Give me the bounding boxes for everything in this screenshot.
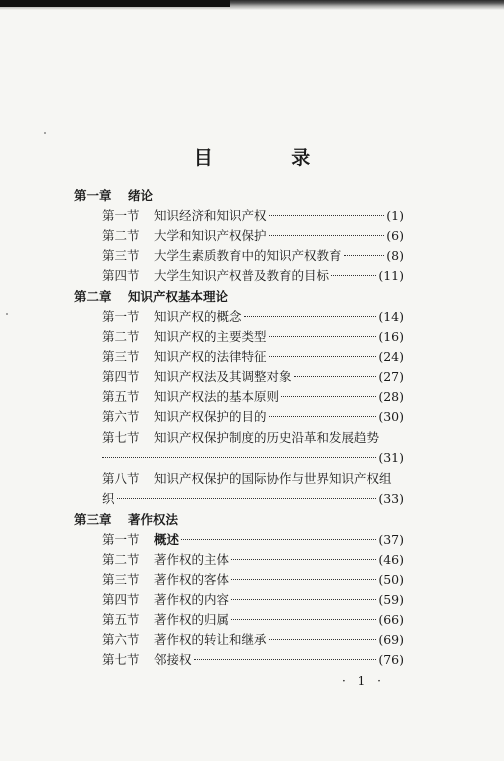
page-reference: (50)	[378, 572, 404, 587]
section-title-continued: 织	[102, 491, 115, 506]
section-title: 著作权的转让和继承	[154, 632, 267, 647]
toc-entry-continuation	[102, 448, 404, 468]
chapter-2-heading	[74, 287, 404, 307]
toc-entry	[102, 610, 404, 630]
scan-speck	[6, 313, 8, 315]
section-title: 知识产权法的基本原则	[154, 389, 280, 404]
toc-entry	[102, 630, 404, 650]
toc-entry	[102, 570, 404, 590]
dot-leader	[269, 638, 377, 640]
page-reference: (27)	[378, 369, 404, 384]
page-reference: (31)	[378, 450, 404, 465]
section-number: 第一节	[102, 309, 140, 324]
section-number: 第二节	[102, 552, 140, 567]
page-reference: (37)	[378, 532, 404, 547]
section-title: 知识产权保护制度的历史沿革和发展趋势	[154, 430, 380, 445]
page-reference: (76)	[378, 652, 404, 667]
toc-entry	[102, 550, 404, 570]
page-reference: (69)	[378, 632, 404, 647]
page-reference: (8)	[386, 248, 404, 263]
page-reference: (11)	[378, 268, 404, 283]
chapter-3-heading	[74, 510, 404, 530]
section-title: 大学生知识产权普及教育的目标	[154, 268, 330, 283]
toc-entry	[102, 650, 404, 670]
chapter-number: 第三章	[74, 512, 112, 527]
section-title: 著作权的主体	[154, 552, 230, 567]
page-number: · 1 ·	[342, 674, 385, 688]
section-number: 第七节	[102, 430, 140, 445]
section-number: 第四节	[102, 592, 140, 607]
page-reference: (1)	[386, 208, 404, 223]
chapter-number: 第二章	[74, 289, 112, 304]
toc-entry	[102, 530, 404, 550]
page-reference: (16)	[378, 329, 404, 344]
section-number: 第四节	[102, 268, 140, 283]
toc-entry	[102, 428, 404, 448]
dot-leader	[344, 254, 385, 256]
dot-leader	[231, 558, 376, 560]
page-reference: (6)	[386, 228, 404, 243]
section-number: 第五节	[102, 389, 140, 404]
dot-leader	[281, 395, 376, 397]
toc-entry	[102, 246, 404, 266]
toc-title: 目 录	[193, 147, 347, 169]
dot-leader	[331, 274, 376, 276]
section-title: 知识经济和知识产权	[154, 208, 267, 223]
scan-top-edge	[0, 0, 504, 10]
section-title: 著作权的客体	[154, 572, 230, 587]
chapter-number: 第一章	[74, 188, 112, 203]
section-title: 知识产权的法律特征	[154, 349, 267, 364]
toc-entry	[102, 206, 404, 226]
dot-leader	[231, 578, 376, 580]
section-title: 邻接权	[154, 652, 192, 667]
section-number: 第三节	[102, 349, 140, 364]
page-reference: (66)	[378, 612, 404, 627]
section-title: 著作权的内容	[154, 592, 230, 607]
section-number: 第一节	[102, 208, 140, 223]
dot-leader	[117, 497, 377, 499]
toc-entry	[102, 387, 404, 407]
section-number: 第四节	[102, 369, 140, 384]
section-title: 大学生素质教育中的知识产权教育	[154, 248, 342, 263]
scan-speck	[44, 132, 46, 134]
section-number: 第三节	[102, 248, 140, 263]
toc-entry	[102, 367, 404, 387]
dot-leader	[269, 335, 377, 337]
section-title: 知识产权保护的国际协作与世界知识产权组	[154, 471, 392, 486]
dot-leader	[269, 415, 377, 417]
section-number: 第三节	[102, 572, 140, 587]
chapter-title: 著作权法	[128, 512, 179, 527]
toc-entry	[102, 347, 404, 367]
dot-leader	[269, 214, 385, 216]
toc-entry	[102, 266, 404, 286]
toc-entry	[102, 307, 404, 327]
page-reference: (46)	[378, 552, 404, 567]
section-title: 著作权的归属	[154, 612, 230, 627]
toc-entry	[102, 469, 404, 489]
section-number: 第六节	[102, 632, 140, 647]
toc-entry	[102, 407, 404, 427]
toc-entry	[102, 327, 404, 347]
page-reference: (59)	[378, 592, 404, 607]
dot-leader	[181, 538, 376, 540]
section-title: 大学和知识产权保护	[154, 228, 267, 243]
dot-leader	[102, 456, 376, 458]
section-number: 第七节	[102, 652, 140, 667]
section-title: 知识产权保护的目的	[154, 409, 267, 424]
page-reference: (28)	[378, 389, 404, 404]
section-title: 知识产权的主要类型	[154, 329, 267, 344]
page-reference: (24)	[378, 349, 404, 364]
section-number: 第二节	[102, 228, 140, 243]
page-reference: (30)	[378, 409, 404, 424]
chapter-title: 知识产权基本理论	[128, 289, 229, 304]
toc-entry-continuation	[102, 489, 404, 509]
chapter-title: 绪论	[128, 188, 154, 203]
dot-leader	[244, 315, 377, 317]
section-number: 第一节	[102, 532, 140, 547]
page-reference: (14)	[378, 309, 404, 324]
section-number: 第五节	[102, 612, 140, 627]
section-title: 概述	[154, 532, 180, 547]
section-title: 知识产权法及其调整对象	[154, 369, 292, 384]
section-number: 第六节	[102, 409, 140, 424]
section-number: 第二节	[102, 329, 140, 344]
section-title: 知识产权的概念	[154, 309, 242, 324]
dot-leader	[231, 598, 376, 600]
dot-leader	[231, 618, 376, 620]
toc-entry	[102, 590, 404, 610]
chapter-1-heading	[74, 186, 404, 206]
dot-leader	[269, 355, 377, 357]
dot-leader	[269, 234, 385, 236]
dot-leader	[194, 658, 377, 660]
page-reference: (33)	[378, 491, 404, 506]
toc-entry	[102, 226, 404, 246]
section-number: 第八节	[102, 471, 140, 486]
dot-leader	[294, 375, 377, 377]
